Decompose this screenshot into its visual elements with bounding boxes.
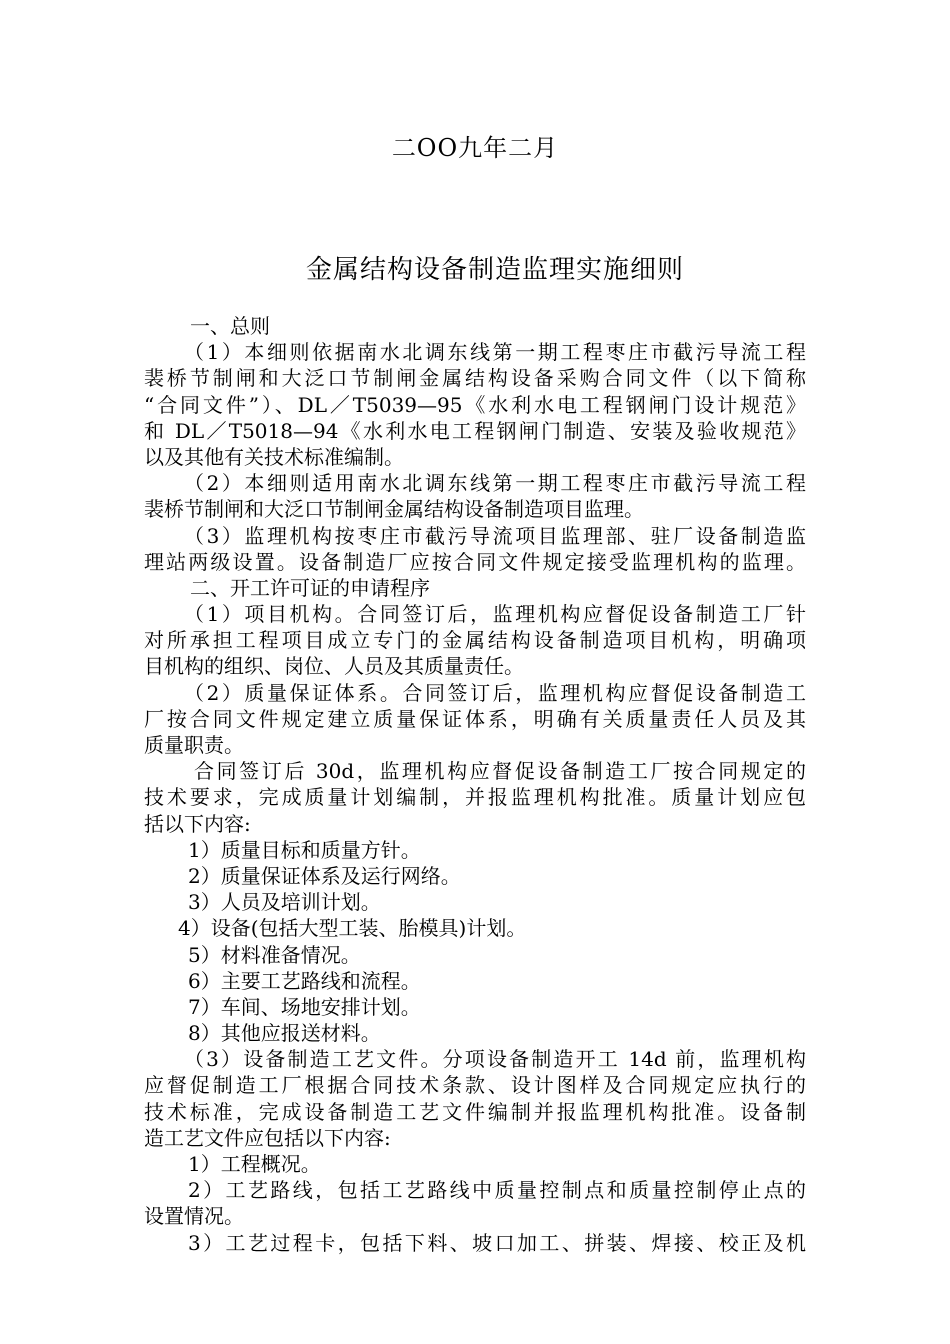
text-line: “合同文件”）、DL／T5039—95《水利水电工程钢闸门设计规范》 [144,392,806,417]
text-line: 一、总则 [190,314,270,338]
text-line: 5）材料准备情况。 [188,942,361,967]
text-line: 目机构的组织、岗位、人员及其质量责任。 [144,654,524,679]
document-title: 金属结构设备制造监理实施细则 [305,255,684,285]
text-line: 设置情况。 [144,1204,244,1229]
text-line: 裴桥节制闸和大泛口节制闸金属结构设备制造项目监理。 [144,497,644,522]
text-line: 括以下内容: [144,811,251,836]
text-line: 二、开工许可证的申请程序 [190,575,430,600]
text-line: 理站两级设置。设备制造厂应按合同文件规定接受监理机构的监理。 [144,549,806,574]
text-line: 1）工程概况。 [188,1152,321,1176]
text-line: 对所承担工程项目成立专门的金属结构设备制造项目机构，明确项 [144,628,806,653]
text-line: 造工艺文件应包括以下内容: [144,1125,391,1150]
text-line: （1）项目机构。合同签订后，监理机构应督促设备制造工厂针 [184,602,806,627]
document-date: 二OO九年二月 [391,134,559,162]
text-line: 2）质量保证体系及运行网络。 [188,863,461,888]
text-line: 4）设备(包括大型工装、胎模具)计划。 [178,916,527,941]
text-line: 合同签订后 30d，监理机构应督促设备制造工厂按合同规定的 [194,759,806,784]
text-line: 1）质量目标和质量方针。 [188,837,421,862]
text-line: 应督促制造工厂根据合同技术条款、设计图样及合同规定应执行的 [144,1073,806,1098]
text-line: 7）车间、场地安排计划。 [188,994,421,1019]
text-line: （2）质量保证体系。合同签订后，监理机构应督促设备制造工 [184,680,806,705]
text-line: （2）本细则适用南水北调东线第一期工程枣庄市截污导流工程 [184,471,806,496]
text-line: 6）主要工艺路线和流程。 [188,968,421,993]
document-body [144,313,806,1256]
text-line: 3）人员及培训计划。 [188,890,381,915]
text-line: 厂按合同文件规定建立质量保证体系，明确有关质量责任人员及其 [144,706,806,731]
text-line: 3）工艺过程卡，包括下料、坡口加工、拼装、焊接、校正及机 [188,1230,806,1255]
text-line: 质量职责。 [144,733,244,757]
text-line: 技术要求，完成质量计划编制，并报监理机构批准。质量计划应包 [144,785,806,810]
text-line: 以及其他有关技术标准编制。 [144,444,404,469]
text-line: （3）设备制造工艺文件。分项设备制造开工 14d 前，监理机构 [184,1047,806,1072]
text-line: 裴桥节制闸和大泛口节制闸金属结构设备采购合同文件（以下简称 [144,366,806,391]
text-line: （3）监理机构按枣庄市截污导流项目监理部、驻厂设备制造监 [184,523,806,548]
text-line: 技术标准，完成设备制造工艺文件编制并报监理机构批准。设备制 [144,1099,806,1124]
text-line: 8）其他应报送材料。 [188,1021,381,1046]
text-line: 2）工艺路线，包括工艺路线中质量控制点和质量控制停止点的 [188,1178,806,1203]
text-line: （1）本细则依据南水北调东线第一期工程枣庄市截污导流工程 [184,340,806,365]
text-line: 和 DL／T5018—94《水利水电工程钢闸门制造、安装及验收规范》 [144,418,806,443]
